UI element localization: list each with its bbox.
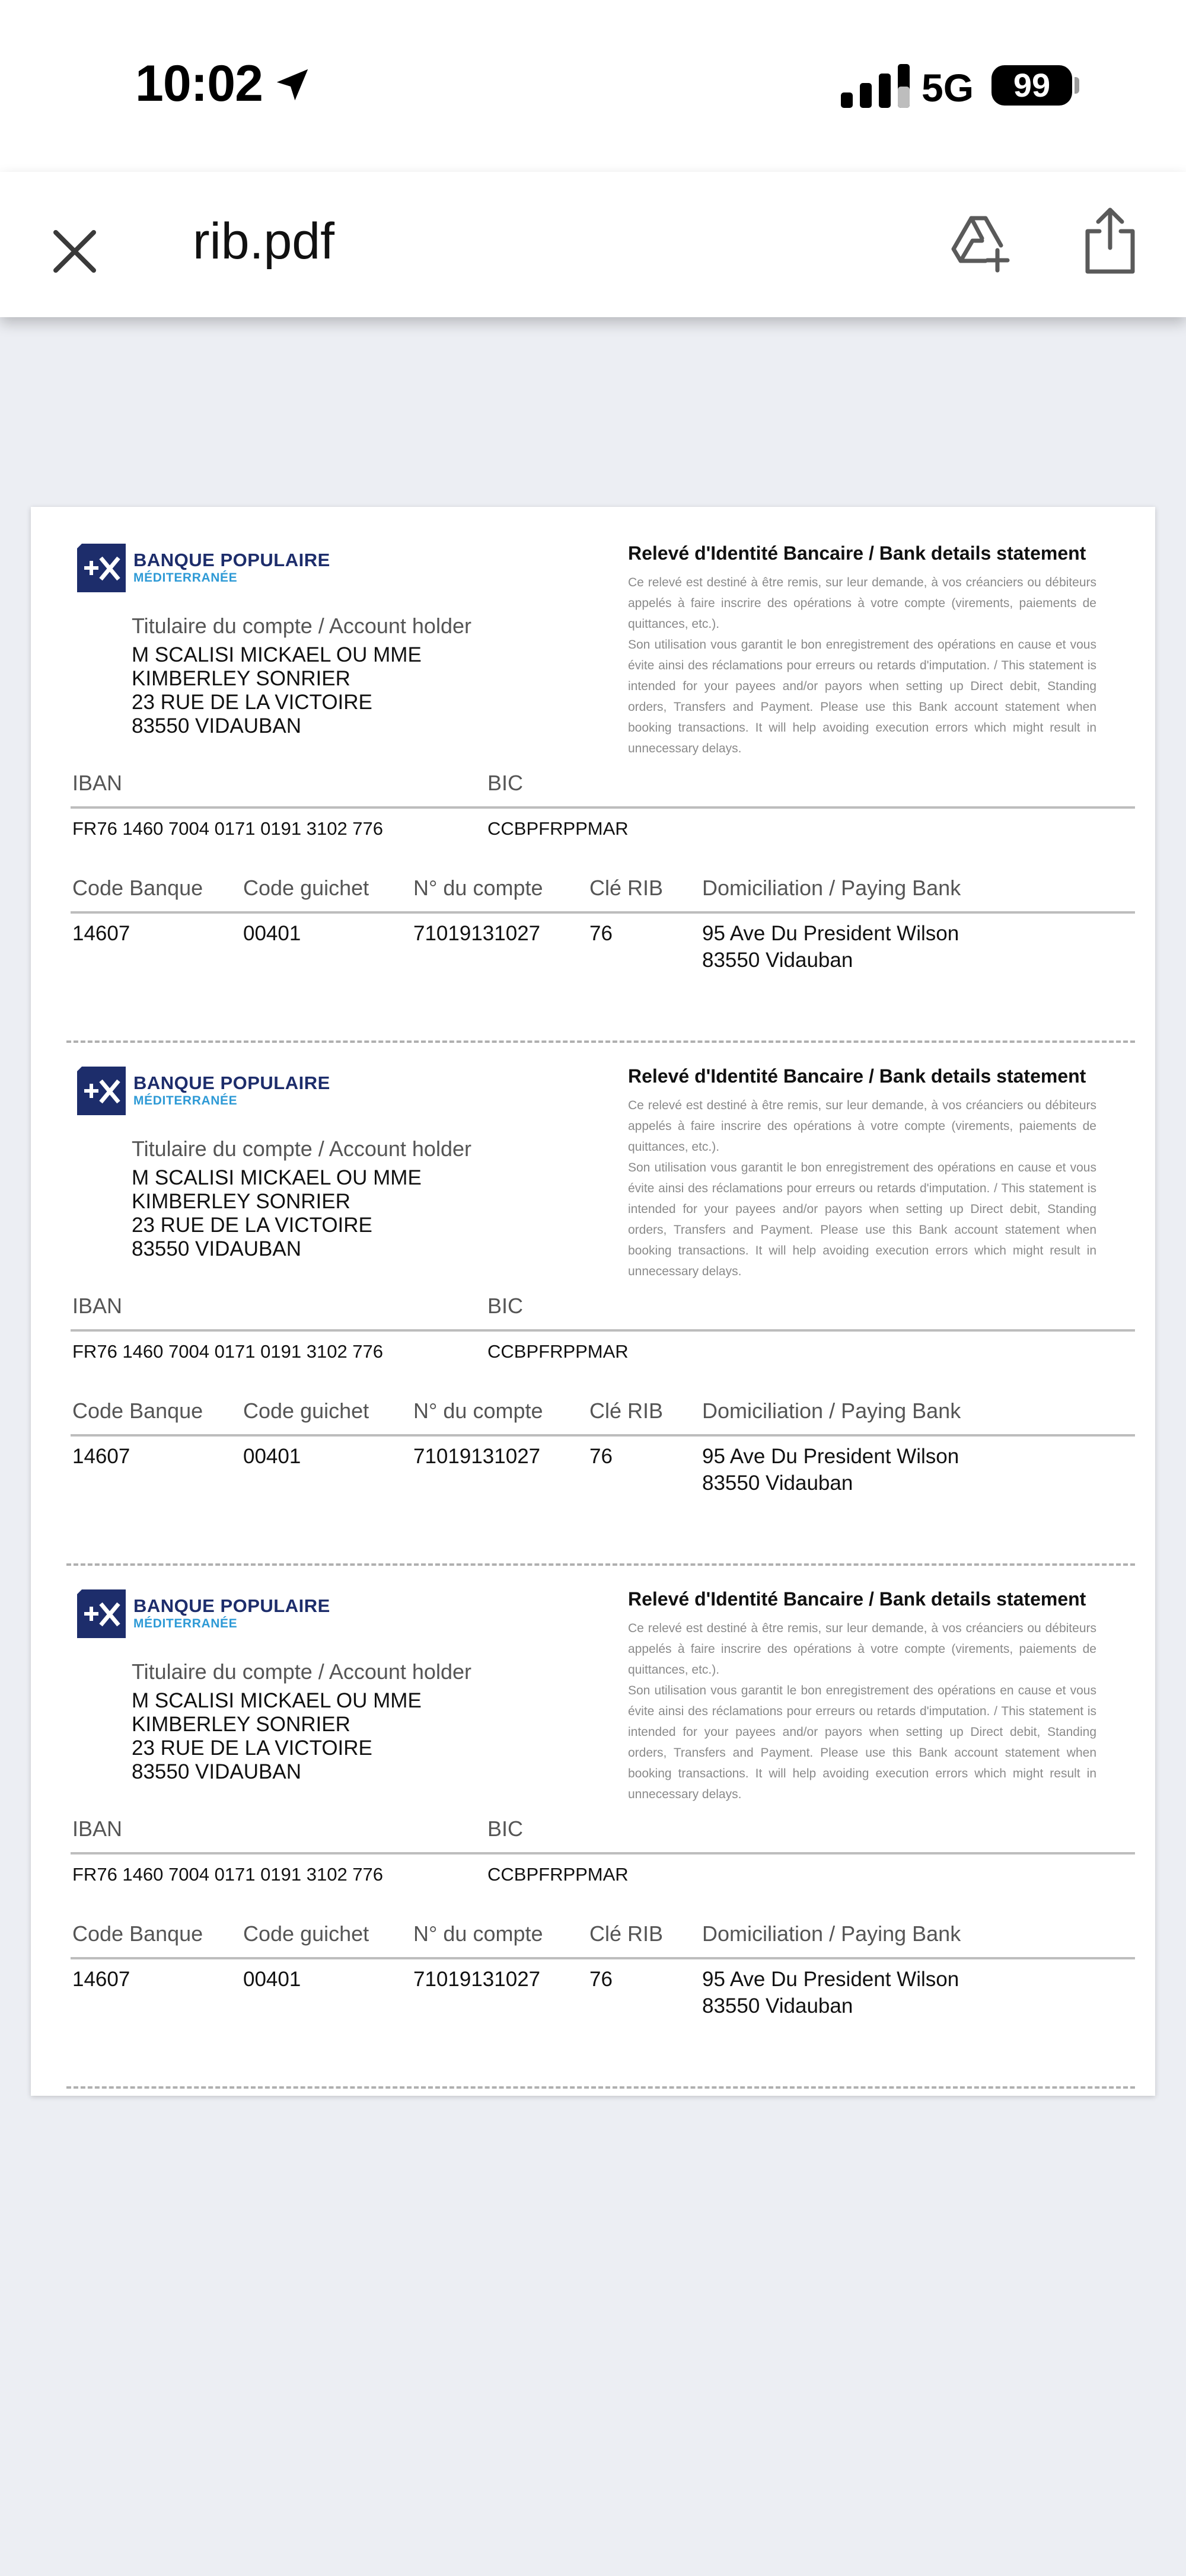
holder-label: Titulaire du compte / Account holder	[132, 1137, 471, 1161]
domiciliation-label: Domiciliation / Paying Bank	[702, 1399, 961, 1423]
iban-label: IBAN	[72, 1817, 123, 1841]
status-bar	[0, 0, 1186, 172]
branch-code-value: 00401	[243, 1445, 301, 1468]
iban-value: FR76 1460 7004 0171 0191 3102 776	[72, 818, 384, 839]
account-number-label: N° du compte	[413, 876, 543, 900]
rib-key-value: 76	[589, 922, 613, 945]
divider	[71, 1852, 1135, 1854]
notice-en: Son utilisation vous garantit le bon enregistrement des opérations en cause et vous évite ainsi des réclamations pour erreurs ou retards d'imputation. / This statement is intended for your payees and/or payors when setting up Direct debit, Standing orders, Transfers and Payment. Please use this Bank account statement when booking transactions. It will help avoiding execution errors which might result in unnecessary delays.	[628, 1684, 1096, 1801]
rib-statement	[31, 1553, 1155, 2074]
rib-key-label: Clé RIB	[589, 1399, 664, 1423]
domiciliation-line: 83550 Vidauban	[702, 949, 853, 972]
account-number-value: 71019131027	[413, 922, 541, 945]
pdf-toolbar	[0, 172, 1186, 317]
bank-logo	[77, 1067, 433, 1120]
bank-code-value: 14607	[72, 1968, 130, 1991]
holder-line: M SCALISI MICKAEL OU MME	[132, 643, 422, 666]
bank-name: BANQUE POPULAIRE	[133, 1595, 330, 1616]
holder-line: 23 RUE DE LA VICTOIRE	[132, 691, 372, 714]
notice-fr: Ce relevé est destiné à être remis, sur leur demande, à vos créanciers ou débiteurs appelés à faire inscrire des opérations à votre compte (virements, paiements de quittances, etc.).	[628, 576, 1096, 631]
close-button[interactable]	[47, 224, 102, 279]
battery-tip	[1075, 77, 1079, 94]
bank-logo	[77, 1589, 433, 1643]
branch-code-value: 00401	[243, 1968, 301, 1991]
share-button[interactable]	[1080, 205, 1140, 276]
branch-code-label: Code guichet	[243, 1399, 369, 1423]
bank-region: MÉDITERRANÉE	[133, 1617, 238, 1630]
bank-region: MÉDITERRANÉE	[133, 1094, 238, 1107]
iban-label: IBAN	[72, 771, 123, 795]
divider	[71, 1329, 1135, 1332]
bic-value: CCBPFRPPMAR	[487, 1341, 629, 1362]
bank-logo-icon	[77, 544, 126, 592]
rib-key-label: Clé RIB	[589, 1921, 664, 1946]
iban-label: IBAN	[72, 1294, 123, 1318]
holder-line: KIMBERLEY SONRIER	[132, 667, 350, 690]
add-to-drive-button[interactable]	[948, 209, 1014, 275]
statement-title: Relevé d'Identité Bancaire / Bank details statement	[628, 1588, 1086, 1610]
domiciliation-line: 83550 Vidauban	[702, 1471, 853, 1495]
battery-level: 99	[1013, 66, 1051, 104]
holder-line: KIMBERLEY SONRIER	[132, 1190, 350, 1213]
divider	[71, 1434, 1135, 1437]
bank-code-label: Code Banque	[72, 1399, 203, 1423]
holder-line: 23 RUE DE LA VICTOIRE	[132, 1214, 372, 1237]
file-title: rib.pdf	[193, 213, 335, 270]
bank-code-label: Code Banque	[72, 1921, 203, 1946]
statement-notice	[628, 1618, 1096, 1805]
notice-fr: Ce relevé est destiné à être remis, sur leur demande, à vos créanciers ou débiteurs appelés à faire inscrire des opérations à votre compte (virements, paiements de quittances, etc.).	[628, 1621, 1096, 1677]
statement-notice	[628, 572, 1096, 759]
holder-line: M SCALISI MICKAEL OU MME	[132, 1689, 422, 1712]
bank-name: BANQUE POPULAIRE	[133, 1072, 330, 1093]
bic-label: BIC	[487, 771, 524, 795]
statement-notice	[628, 1095, 1096, 1282]
holder-label: Titulaire du compte / Account holder	[132, 1659, 471, 1684]
notice-fr: Ce relevé est destiné à être remis, sur leur demande, à vos créanciers ou débiteurs appelés à faire inscrire des opérations à votre compte (virements, paiements de quittances, etc.).	[628, 1099, 1096, 1154]
pdf-page	[31, 507, 1155, 2096]
statement-title: Relevé d'Identité Bancaire / Bank details statement	[628, 542, 1086, 564]
account-number-label: N° du compte	[413, 1921, 543, 1946]
domiciliation-line: 95 Ave Du President Wilson	[702, 922, 959, 945]
bic-label: BIC	[487, 1817, 524, 1841]
account-number-label: N° du compte	[413, 1399, 543, 1423]
divider	[71, 806, 1135, 809]
holder-line: 83550 VIDAUBAN	[132, 1237, 301, 1260]
battery-icon	[991, 65, 1072, 106]
holder-label: Titulaire du compte / Account holder	[132, 614, 471, 638]
bic-value: CCBPFRPPMAR	[487, 818, 629, 839]
branch-code-value: 00401	[243, 922, 301, 945]
bank-logo-icon	[77, 1589, 126, 1638]
branch-code-label: Code guichet	[243, 1921, 369, 1946]
domiciliation-label: Domiciliation / Paying Bank	[702, 1921, 961, 1946]
iban-value: FR76 1460 7004 0171 0191 3102 776	[72, 1341, 384, 1362]
bank-logo-icon	[77, 1067, 126, 1115]
notice-en: Son utilisation vous garantit le bon enregistrement des opérations en cause et vous évite ainsi des réclamations pour erreurs ou retards d'imputation. / This statement is intended for your payees and/or payors when setting up Direct debit, Standing orders, Transfers and Payment. Please use this Bank account statement when booking transactions. It will help avoiding execution errors which might result in unnecessary delays.	[628, 638, 1096, 755]
network-type: 5G	[922, 66, 974, 110]
holder-line: KIMBERLEY SONRIER	[132, 1713, 350, 1736]
bank-name: BANQUE POPULAIRE	[133, 550, 330, 570]
domiciliation-line: 95 Ave Du President Wilson	[702, 1445, 959, 1468]
rib-key-label: Clé RIB	[589, 876, 664, 900]
divider	[71, 1957, 1135, 1959]
holder-line: 83550 VIDAUBAN	[132, 1760, 301, 1783]
signal-bars-icon	[841, 64, 912, 109]
statement-title: Relevé d'Identité Bancaire / Bank details statement	[628, 1065, 1086, 1087]
branch-code-label: Code guichet	[243, 876, 369, 900]
location-arrow-icon	[272, 64, 313, 106]
dashed-separator	[66, 2086, 1135, 2089]
bank-logo	[77, 544, 433, 597]
divider	[71, 911, 1135, 914]
domiciliation-label: Domiciliation / Paying Bank	[702, 876, 961, 900]
iban-value: FR76 1460 7004 0171 0191 3102 776	[72, 1864, 384, 1885]
account-number-value: 71019131027	[413, 1968, 541, 1991]
bank-code-value: 14607	[72, 922, 130, 945]
account-number-value: 71019131027	[413, 1445, 541, 1468]
holder-line: 23 RUE DE LA VICTOIRE	[132, 1737, 372, 1760]
domiciliation-line: 95 Ave Du President Wilson	[702, 1968, 959, 1991]
rib-key-value: 76	[589, 1968, 613, 1991]
bic-value: CCBPFRPPMAR	[487, 1864, 629, 1885]
status-time: 10:02	[135, 55, 263, 112]
holder-line: M SCALISI MICKAEL OU MME	[132, 1166, 422, 1189]
bank-code-label: Code Banque	[72, 876, 203, 900]
holder-line: 83550 VIDAUBAN	[132, 714, 301, 738]
bank-region: MÉDITERRANÉE	[133, 571, 238, 585]
notice-en: Son utilisation vous garantit le bon enregistrement des opérations en cause et vous évite ainsi des réclamations pour erreurs ou retards d'imputation. / This statement is intended for your payees and/or payors when setting up Direct debit, Standing orders, Transfers and Payment. Please use this Bank account statement when booking transactions. It will help avoiding execution errors which might result in unnecessary delays.	[628, 1161, 1096, 1278]
domiciliation-line: 83550 Vidauban	[702, 1994, 853, 2018]
rib-statement	[31, 1030, 1155, 1552]
rib-statement	[31, 507, 1155, 1029]
rib-key-value: 76	[589, 1445, 613, 1468]
bic-label: BIC	[487, 1294, 524, 1318]
bank-code-value: 14607	[72, 1445, 130, 1468]
